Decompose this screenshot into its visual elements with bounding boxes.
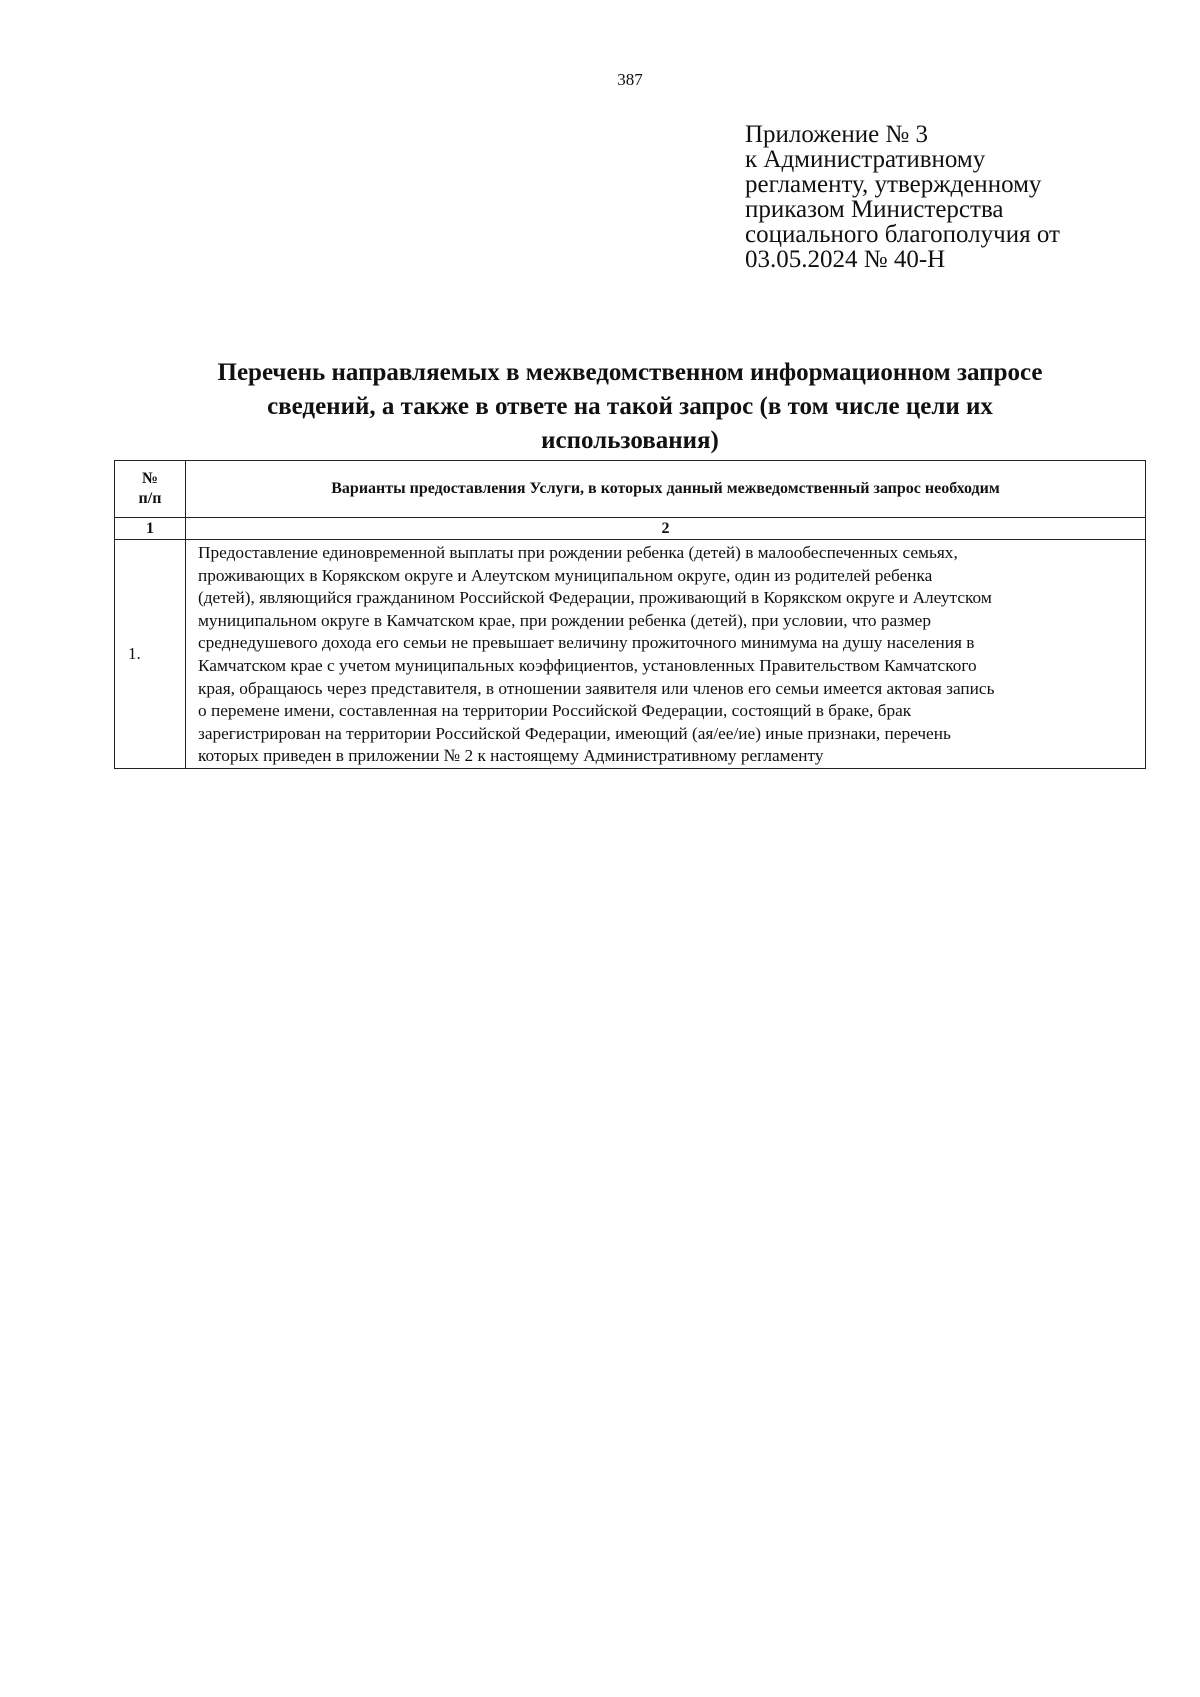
table-header-row [115, 461, 1146, 518]
row-text-line: (детей), являющийся гражданином Российской Федерации, проживающий в Корякском округе и Алеутском [198, 588, 992, 608]
row-text-line: проживающих в Корякском округе и Алеутском муниципальном округе, один из родителей ребенка [198, 565, 933, 585]
row-text-line: о перемене имени, составленная на территории Российской Федерации, состоящий в браке, брак [198, 701, 912, 721]
appendix-reference [745, 122, 1165, 272]
row-text-line: которых приведен в приложении № 2 к настоящему Административному регламенту [198, 746, 824, 766]
appendix-line: социального благополучия от [745, 221, 1060, 248]
header-number [115, 461, 186, 518]
row-text-line: зарегистрирован на территории Российской Федерации, имеющий (ая/ее/ие) иные признаки, перечень [198, 723, 951, 743]
index-cell: 1 [115, 518, 186, 540]
row-text-line: Предоставление единовременной выплаты при рождении ребенка (детей) в малообеспеченных семьях, [198, 543, 958, 562]
row-text-line: муниципальном округе в Камчатском крае, при рождении ребенка (детей), при условии, что размер [198, 610, 931, 630]
table-index-row [115, 518, 1146, 540]
header-number-line2: п/п [138, 490, 162, 507]
title-line: использования) [541, 427, 719, 454]
requests-table [114, 460, 1146, 769]
row-text-line: края, обращаюсь через представителя, в отношении заявителя или членов его семьи имеется актовая запись [198, 678, 995, 698]
appendix-line: 03.05.2024 № 40-Н [745, 246, 946, 273]
title-line: Перечень направляемых в межведомственном информационном запросе [217, 359, 1043, 386]
document-title [115, 356, 1145, 458]
row-text-line: Камчатском крае с учетом муниципальных коэффициентов, установленных Правительством Камчатского [198, 655, 977, 675]
appendix-line: Приложение № 3 [745, 121, 929, 148]
page-number: 387 [617, 70, 643, 89]
header-variants: Варианты предоставления Услуги, в которых данный межведомственный запрос необходим [186, 461, 1146, 518]
header-number-line1: № [141, 470, 159, 487]
table-row [115, 540, 1146, 769]
row-text-line: среднедушевого дохода его семьи не превышает величину прожиточного минимума на душу населения в [198, 633, 975, 653]
row-text [186, 540, 1146, 769]
appendix-line: приказом Министерства [745, 196, 1004, 223]
appendix-line: к Административному [745, 146, 986, 173]
appendix-line: регламенту, утвержденному [745, 171, 1042, 198]
title-line: сведений, а также в ответе на такой запрос (в том числе цели их [267, 393, 993, 420]
index-cell: 2 [186, 518, 1146, 540]
row-number: 1. [115, 540, 186, 769]
